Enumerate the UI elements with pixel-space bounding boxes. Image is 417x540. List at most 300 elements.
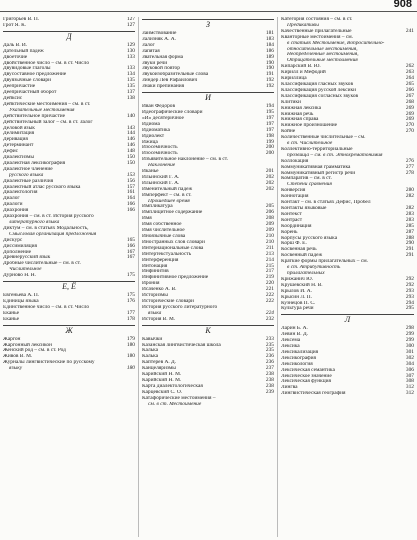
entry-term: Коммуникативная грамматика <box>281 164 351 170</box>
entry-page: 186 <box>265 47 274 54</box>
entry-term: Контакты языковые <box>281 206 327 211</box>
entry-term: Кузнецов П. С. <box>281 300 316 306</box>
entry-page: 167 <box>126 248 135 255</box>
entry-page: 288 <box>405 234 414 241</box>
entry-page: 191 <box>265 71 274 78</box>
entry-page: 211 <box>266 244 274 251</box>
entry-term: Ёканье <box>3 310 19 316</box>
entry-page: 164 <box>126 195 135 202</box>
entry-page: 166 <box>126 242 135 249</box>
entry-term: Импликатура <box>142 204 173 210</box>
entry-page: 161 <box>126 189 135 196</box>
page-header-rule <box>0 0 417 12</box>
entry-page: 202 <box>265 185 274 192</box>
entry-page: 129 <box>126 41 135 48</box>
entry-term: Интонация <box>142 263 168 269</box>
index-entry <box>281 391 414 397</box>
entry-page: 192 <box>265 77 274 84</box>
entry-term: Идиоматика <box>142 127 170 133</box>
entry-term: Коллокация <box>281 158 309 164</box>
entry-page: 192 <box>265 83 274 90</box>
entry-page: 127 <box>126 21 135 28</box>
entry-term: Евгеньева А. П. <box>3 293 40 299</box>
section-letter-heading: К <box>142 325 274 335</box>
entry-term: Историзмы <box>142 293 168 299</box>
entry-page: 238 <box>265 382 274 389</box>
entry-page: 290 <box>405 240 414 247</box>
entry-term: История русского литературного <box>142 304 218 310</box>
entry-page: 241 <box>405 27 414 34</box>
entry-term: Имплицитное содержание <box>142 210 203 216</box>
entry-page: 205 <box>265 203 274 210</box>
entry-page: 167 <box>126 254 135 261</box>
entry-term: прилагательных <box>287 270 325 276</box>
entry-term: Изъявительное наклонение – см. в ст. <box>142 157 229 163</box>
entry-term: Двувидовые глаголы <box>3 66 51 72</box>
entry-page: 175 <box>126 292 135 299</box>
entry-page: 287 <box>405 228 414 235</box>
entry-page: 197 <box>265 114 274 121</box>
entry-term: Звуки речи <box>142 60 168 66</box>
entry-term: Лексикография <box>281 355 316 361</box>
entry-term: Ирония <box>142 281 160 287</box>
entry-page: 269 <box>405 116 414 123</box>
entry-term: Прошедшее время <box>148 198 190 204</box>
entry-term: Крысин Л. П. <box>281 294 313 300</box>
entry-page: 266 <box>405 86 414 93</box>
entry-page: 157 <box>126 183 135 190</box>
entry-term: Идиома <box>142 121 160 127</box>
entry-term: Деловой язык <box>3 125 35 131</box>
entry-term: Коннотация <box>281 194 309 200</box>
entry-term: Наклонение <box>148 163 176 169</box>
entry-term: Инфинитив <box>142 269 169 275</box>
index-entry <box>3 273 135 279</box>
entry-term: Крижанич Ю. <box>281 276 314 282</box>
entry-page: 276 <box>405 157 414 164</box>
entry-page: 197 <box>265 126 274 133</box>
entry-page: 200 <box>265 144 274 151</box>
entry-term: Единственное число – см. в ст. Число <box>3 304 90 310</box>
entry-term: Жаргонный лексикон <box>3 342 52 348</box>
entry-page: 262 <box>405 63 414 70</box>
entry-page: 198 <box>265 132 274 139</box>
index-entry <box>142 317 274 323</box>
index-entry <box>3 366 135 372</box>
entry-term: см. в ст. Местоимение <box>148 401 202 407</box>
entry-term: Интернациональные слова <box>142 245 204 251</box>
entry-page: 179 <box>126 335 135 342</box>
entry-term: прозвища – см. в ст. Этнохрематонимия <box>287 152 383 158</box>
entry-term: Степени сравнения <box>287 182 332 188</box>
entry-term: Диктум – см. в статьях Модальность, <box>3 225 89 231</box>
entry-page: 270 <box>405 128 414 135</box>
entry-term: Интерференция <box>142 257 179 263</box>
entry-term: Зиндер Лев Рафаилович <box>142 78 198 84</box>
entry-page: 306 <box>405 366 414 373</box>
entry-page: 156 <box>126 177 135 184</box>
entry-page: 285 <box>405 222 414 229</box>
index-entry <box>3 23 135 29</box>
entry-term: Зализняк А. А. <box>142 36 177 42</box>
entry-term: Изосемичность <box>142 151 178 157</box>
entry-page: 176 <box>126 297 135 304</box>
entry-term: Деривация <box>3 137 28 143</box>
entry-page: 180 <box>126 365 135 372</box>
entry-page: 153 <box>126 171 135 178</box>
entry-term: Дефис <box>3 149 18 155</box>
entry-term: Журналы лингвистические по русскому <box>3 360 95 366</box>
entry-term: Исторические словари <box>142 298 194 304</box>
entry-page: 181 <box>265 30 274 36</box>
entry-term: Крушевский Н. В. <box>281 282 323 288</box>
entry-term: Диалектная лексикография <box>3 160 66 166</box>
entry-term: Диалоги <box>3 202 23 208</box>
entry-term: Качественные прилагательные <box>281 28 352 34</box>
entry-page: 267 <box>405 92 414 99</box>
entry-term: Предикативы <box>287 22 319 28</box>
entry-term: Лексика <box>281 344 300 350</box>
entry-page: 282 <box>405 205 414 211</box>
entry-page: 208 <box>265 215 274 222</box>
entry-page: 133 <box>126 53 135 60</box>
section-letter-heading: Д <box>3 31 135 41</box>
section-letter-heading: Ж <box>3 325 135 335</box>
entry-page: 238 <box>265 371 274 378</box>
index-column-2 <box>142 17 274 537</box>
entry-term: Заимствование <box>142 31 177 36</box>
entry-page: 180 <box>126 353 135 360</box>
entry-term: Лингва <box>281 385 298 391</box>
entry-term: Кванторные местоимения – см. <box>281 34 354 40</box>
entry-page: 294 <box>405 299 414 306</box>
entry-term: Диссимиляция <box>3 243 37 249</box>
entry-term: Классификация гласных звуков <box>281 81 353 87</box>
entry-term: в ст. Атрибутивность <box>287 265 341 271</box>
entry-term: «И» десятеричное <box>142 115 184 121</box>
entry-page: 135 <box>126 77 135 84</box>
entry-term: Карцевский С. О. <box>142 389 183 395</box>
entry-term: Указательные местоимения <box>9 107 75 113</box>
entry-page: 144 <box>126 130 135 137</box>
entry-term: Корпусы русского языка <box>281 235 338 241</box>
entry-page: 130 <box>126 47 135 54</box>
entry-term: Звуковой повтор <box>142 66 180 72</box>
entry-page: 200 <box>265 150 274 157</box>
entry-page: 133 <box>126 65 135 72</box>
entry-term: Диалектизмы <box>3 155 34 161</box>
entry-page: 299 <box>405 331 414 338</box>
entry-term: Идеографические словари <box>142 109 203 115</box>
entry-page: 134 <box>126 71 135 78</box>
entry-term: Левин В. Д. <box>281 332 308 338</box>
entry-term: История В. М. <box>142 316 176 322</box>
entry-page: 189 <box>265 53 274 60</box>
entry-page: 213 <box>265 250 274 257</box>
entry-page: 295 <box>405 305 414 312</box>
entry-page: 166 <box>126 207 135 214</box>
entry-page: 283 <box>405 210 414 217</box>
entry-term: Жаргон <box>3 336 21 342</box>
entry-term: Дейксис <box>3 95 23 101</box>
entry-term: Дробные числительные – см. в ст. <box>3 261 81 267</box>
entry-page: 299 <box>405 337 414 344</box>
entry-term: Дейктические местоимения – см. в ст. <box>3 101 91 107</box>
entry-page: 224 <box>265 309 274 316</box>
entry-term: Дательный падеж <box>3 48 44 54</box>
entry-term: Ёканье <box>3 316 19 322</box>
entry-term: Коммуникативный регистр речи <box>281 170 356 176</box>
index-entry <box>281 306 414 312</box>
entry-term: Имперфект – см. в ст. <box>142 192 192 198</box>
index-column-3 <box>281 17 414 537</box>
entry-page: 202 <box>265 173 274 180</box>
entry-term: Краткие формы прилагательных – см. <box>281 259 368 265</box>
entry-page: 150 <box>126 159 135 166</box>
entry-term: Диалектный атлас русского языка <box>3 184 81 190</box>
entry-page: 137 <box>126 89 135 96</box>
entry-term: Имя <box>142 216 152 222</box>
entry-term: Инфинитивное предложение <box>142 275 209 281</box>
entry-term: Компаратив – см. в ст. <box>281 176 332 182</box>
entry-term: Корень <box>281 229 298 235</box>
entry-term: Запятая <box>142 48 160 54</box>
entry-page: 221 <box>265 286 274 293</box>
entry-page: 233 <box>265 335 274 342</box>
entry-term: Двойственное число – см. в ст. Число <box>3 60 90 66</box>
entry-term: Диахрония – см. в ст. История русского <box>3 214 94 220</box>
entry-term: Кирилл и Мефодий <box>281 70 326 76</box>
entry-term: Числительное <box>9 267 42 273</box>
entry-term: Количественные числительные – см. <box>281 135 366 141</box>
entry-term: Контакт – см. в статьях Дефис, Пробел <box>281 200 371 206</box>
entry-term: Койне <box>281 129 296 135</box>
entry-page: 127 <box>126 17 135 22</box>
entry-term: Косвенная речь <box>281 247 317 253</box>
entry-term: Делимитация <box>3 131 35 137</box>
index-column-1 <box>3 17 135 537</box>
entry-term: Детерминант <box>3 143 34 149</box>
entry-term: Единицы языка <box>3 298 39 304</box>
entry-term: Отрицательные местоимения <box>287 58 358 64</box>
entry-term: Ижица <box>142 139 158 145</box>
entry-page: 184 <box>265 41 274 48</box>
entry-term: Кириллица <box>281 76 307 82</box>
entry-term: Диалектология <box>3 190 38 196</box>
entry-term: Иканье <box>142 169 159 175</box>
entry-term: Лексическая функция <box>281 379 331 385</box>
entry-page: 165 <box>126 236 135 243</box>
entry-page: 222 <box>265 292 274 299</box>
entry-page: 278 <box>405 169 414 176</box>
entry-page: 307 <box>405 372 414 379</box>
entry-page: 292 <box>405 281 414 288</box>
entry-term: Иностранных слов словари <box>142 239 205 245</box>
entry-term: в статьях Местоимение, Вопросительно- <box>287 40 385 46</box>
entry-page: 148 <box>126 148 135 155</box>
entry-page: 190 <box>265 65 274 72</box>
entry-term: Кавычки <box>142 336 163 342</box>
entry-page: 312 <box>405 384 414 391</box>
entry-page: 140 <box>126 112 135 119</box>
entry-term: Коллективно-территориальные <box>281 146 353 152</box>
entry-term: Двоеточие <box>3 54 28 60</box>
page-number: 908 <box>393 0 412 10</box>
entry-page: 263 <box>405 69 414 76</box>
entry-term: Именительный падеж <box>142 186 193 192</box>
entry-term: Двуязычные словари <box>3 78 52 84</box>
entry-page: 237 <box>265 365 274 372</box>
entry-term: Карийский Н. М. <box>142 377 182 383</box>
entry-term: Имя числительное <box>142 228 185 234</box>
entry-term: Действительное причастие <box>3 113 66 119</box>
entry-term: языку <box>9 366 23 372</box>
entry-page: 265 <box>405 80 414 87</box>
entry-term: языка <box>148 310 162 316</box>
section-letter-heading: З <box>142 19 274 29</box>
entry-page: 268 <box>405 98 414 105</box>
entry-term: Григорьев В. П. <box>3 17 40 22</box>
entry-term: Лингвистическая география <box>281 391 346 397</box>
entry-term: в ст. Числительное <box>287 141 333 147</box>
entry-page: 239 <box>265 388 274 395</box>
entry-term: Кипарский В. Ю. <box>281 64 321 70</box>
entry-term: Диахрония <box>3 208 29 214</box>
entry-term: относительные местоимения, <box>287 46 358 52</box>
entry-page: 180 <box>126 341 135 348</box>
entry-term: Иван Фёдоров <box>142 104 176 110</box>
entry-term: Изосемичность <box>142 145 178 151</box>
entry-page: 217 <box>265 268 274 275</box>
entry-term: Классификация русской лексики <box>281 87 356 93</box>
entry-term: Категория состояния – см. в ст. <box>281 17 353 22</box>
entry-term: Косвенный падеж <box>281 253 323 259</box>
entry-term: Лексическое значение <box>281 373 332 379</box>
entry-page: 194 <box>265 103 274 110</box>
entry-term: Древнерусский язык <box>3 255 51 261</box>
entry-term: Казанская лингвистическая школа <box>142 342 221 348</box>
entry-page: 206 <box>265 209 274 216</box>
entry-page: 150 <box>126 154 135 161</box>
entry-page: 210 <box>265 238 274 245</box>
entry-page: 146 <box>126 136 135 143</box>
entry-page: 235 <box>265 341 274 348</box>
entry-term: Дискурс <box>3 237 23 243</box>
entry-term: Неопределённые местоимения, <box>287 52 359 58</box>
index-entry <box>142 84 274 90</box>
entry-term: Залог <box>142 42 155 48</box>
entry-term: Книжная лексика <box>281 105 321 111</box>
entry-term: Грот Я. К. <box>3 22 27 28</box>
entry-page: 219 <box>265 274 274 281</box>
entry-term: Лексикология <box>281 361 313 367</box>
entry-term: Ларин Б. А. <box>281 326 308 332</box>
entry-page: 215 <box>265 262 274 269</box>
entry-term: Дурново Н. Н. <box>3 273 37 279</box>
entry-page: 291 <box>405 246 414 253</box>
entry-term: Лексема <box>281 338 301 344</box>
column-divider <box>138 17 139 537</box>
entry-page: 183 <box>265 35 274 42</box>
entry-term: Клитики <box>281 99 301 105</box>
entry-page: 301 <box>405 348 414 355</box>
entry-page: 264 <box>405 75 414 82</box>
entry-page: 209 <box>265 227 274 234</box>
section-letter-heading: И <box>142 92 274 102</box>
entry-term: Культура речи <box>281 306 314 312</box>
index-entry <box>142 402 274 408</box>
entry-page: 220 <box>265 280 274 287</box>
entry-page: 293 <box>405 287 414 294</box>
entry-term: Каптерев А. Д. <box>142 360 177 366</box>
entry-page: 210 <box>265 233 274 239</box>
entry-term: литературного языка <box>9 220 60 225</box>
entry-page: 166 <box>126 201 135 208</box>
entry-page: 298 <box>405 325 414 332</box>
entry-term: Знаки препинания <box>142 84 185 90</box>
entry-page: 236 <box>265 353 274 360</box>
entry-page: 293 <box>405 293 414 300</box>
entry-term: Смысловая организация предложения <box>9 231 97 237</box>
entry-term: Имя собственное <box>142 222 182 228</box>
entry-page: 222 <box>265 297 274 304</box>
entry-term: Координация <box>281 223 312 229</box>
entry-term: Звукоизобразительные слова <box>142 72 209 78</box>
entry-term: Лексическая семантика <box>281 367 335 373</box>
entry-page: 190 <box>265 59 274 66</box>
entry-page: 178 <box>126 315 135 322</box>
entry-page: 291 <box>405 252 414 259</box>
entry-term: Исаченко А. В. <box>142 287 177 293</box>
entry-term: Иноязычные слова <box>142 234 186 239</box>
entry-page: 201 <box>265 168 274 175</box>
entry-term: Книжное произношение <box>281 123 338 129</box>
entry-page: 146 <box>126 142 135 149</box>
entry-term: Корш Ф. Е. <box>281 241 307 247</box>
entry-term: Калька <box>142 354 159 360</box>
entry-term: Книжная справа <box>281 117 319 123</box>
entry-term: Дополнение <box>3 249 32 255</box>
entry-term: Книжная речь <box>281 111 314 117</box>
entry-term: Карта диалектологическая <box>142 383 203 389</box>
entry-term: Даль В. И. <box>3 42 28 48</box>
entry-page: 235 <box>265 347 274 354</box>
entry-page: 308 <box>405 378 414 385</box>
entry-page: 300 <box>405 343 414 350</box>
entry-page: 175 <box>126 272 135 279</box>
entry-page: 302 <box>405 354 414 361</box>
entry-term: Катафорические местоимения – <box>142 395 216 401</box>
entry-page: 292 <box>405 275 414 282</box>
entry-term: Интертекстуальность <box>142 251 192 257</box>
entry-term: Женский род – см. в ст. Род <box>3 348 66 354</box>
entry-term: Контекст <box>281 211 302 217</box>
entry-page: 280 <box>405 187 414 194</box>
entry-page: 238 <box>265 376 274 383</box>
column-divider <box>277 17 278 537</box>
entry-page: 283 <box>405 216 414 223</box>
entry-term: Диалектное членение <box>3 166 53 172</box>
entry-term: Деепричастный оборот <box>3 90 57 96</box>
entry-term: Деепричастие <box>3 84 36 90</box>
entry-page: 269 <box>405 104 414 111</box>
entry-term: Идиолект <box>142 133 165 139</box>
entry-term: Калька <box>142 348 159 354</box>
entry-page: 236 <box>265 359 274 366</box>
entry-term: Конверсия <box>281 188 306 194</box>
entry-term: русского языка <box>9 172 44 178</box>
entry-term: Лексикализация <box>281 349 319 355</box>
